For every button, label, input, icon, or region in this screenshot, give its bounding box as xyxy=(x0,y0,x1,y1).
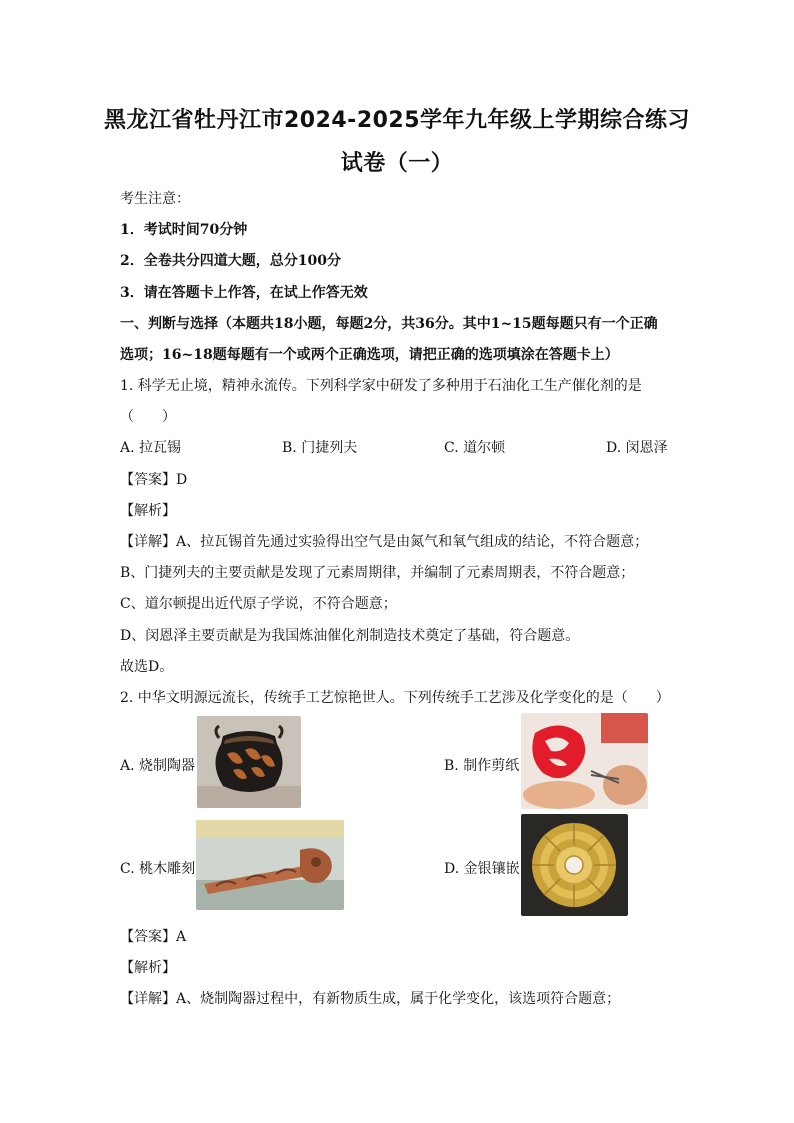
q1-detail-a: 【详解】A、拉瓦锡首先通过实验得出空气是由氮气和氧气组成的结论，不符合题意； xyxy=(120,534,649,550)
q1-option-b: B. 门捷列夫 xyxy=(282,440,358,456)
q1-option-c: C. 道尔顿 xyxy=(444,440,506,456)
q2-answer: 【答案】A xyxy=(120,929,187,945)
notice-item: 1．考试时间70分钟 xyxy=(120,222,248,238)
doc-title-line1: 黑龙江省牡丹江市2024-2025学年九年级上学期综合练习 xyxy=(103,108,691,133)
peach-wood-carving-image xyxy=(196,820,344,910)
q2-detail-a: 【详解】A、烧制陶器过程中，有新物质生成，属于化学变化，该选项符合题意； xyxy=(120,991,621,1007)
pottery-jar-image xyxy=(197,716,301,808)
section1-instructions-cont: 选项；16~18题每题有一个或两个正确选项，请把正确的选项填涂在答题卡上） xyxy=(120,347,619,363)
q2-stem: 2. 中华文明源远流长，传统手工艺惊艳世人。下列传统手工艺涉及化学变化的是（ ） xyxy=(120,690,670,706)
doc-title-line2: 试卷（一） xyxy=(340,151,454,176)
notice-item: 3．请在答题卡上作答，在试上作答无效 xyxy=(120,285,368,301)
q2-option-d: D. 金银镶嵌 xyxy=(444,861,520,877)
q1-answer: 【答案】D xyxy=(120,472,188,488)
q1-analysis-heading: 【解析】 xyxy=(120,503,176,519)
q1-stem: 1. 科学无止境，精神永流传。下列科学家中研发了多种用于石油化工生产催化剂的是 xyxy=(120,378,642,394)
gold-silver-filigree-image xyxy=(521,814,628,916)
q1-detail-c: C、道尔顿提出近代原子学说，不符合题意； xyxy=(120,596,397,612)
paper-cutting-image xyxy=(521,713,648,809)
q2-analysis-heading: 【解析】 xyxy=(120,960,176,976)
notice-heading: 考生注意： xyxy=(120,191,190,207)
section1-instructions: 一、判断与选择（本题共18小题，每题2分，共36分。其中1~15题每题只有一个正确 xyxy=(120,316,658,332)
q1-option-d: D. 闵恩泽 xyxy=(606,440,668,456)
q1-conclusion: 故选D。 xyxy=(120,659,174,675)
q2-option-a: A. 烧制陶器 xyxy=(120,758,196,774)
q2-option-b: B. 制作剪纸 xyxy=(444,758,520,774)
q1-detail-d: D、闵恩泽主要贡献是为我国炼油催化剂制造技术奠定了基础，符合题意。 xyxy=(120,628,580,644)
q2-option-c: C. 桃木雕刻 xyxy=(120,861,196,877)
q1-detail-b: B、门捷列夫的主要贡献是发现了元素周期律，并编制了元素周期表，不符合题意； xyxy=(120,565,635,581)
q1-paren: （ ） xyxy=(120,409,176,425)
q1-option-a: A. 拉瓦锡 xyxy=(120,440,182,456)
notice-item: 2．全卷共分四道大题，总分100分 xyxy=(120,253,341,269)
